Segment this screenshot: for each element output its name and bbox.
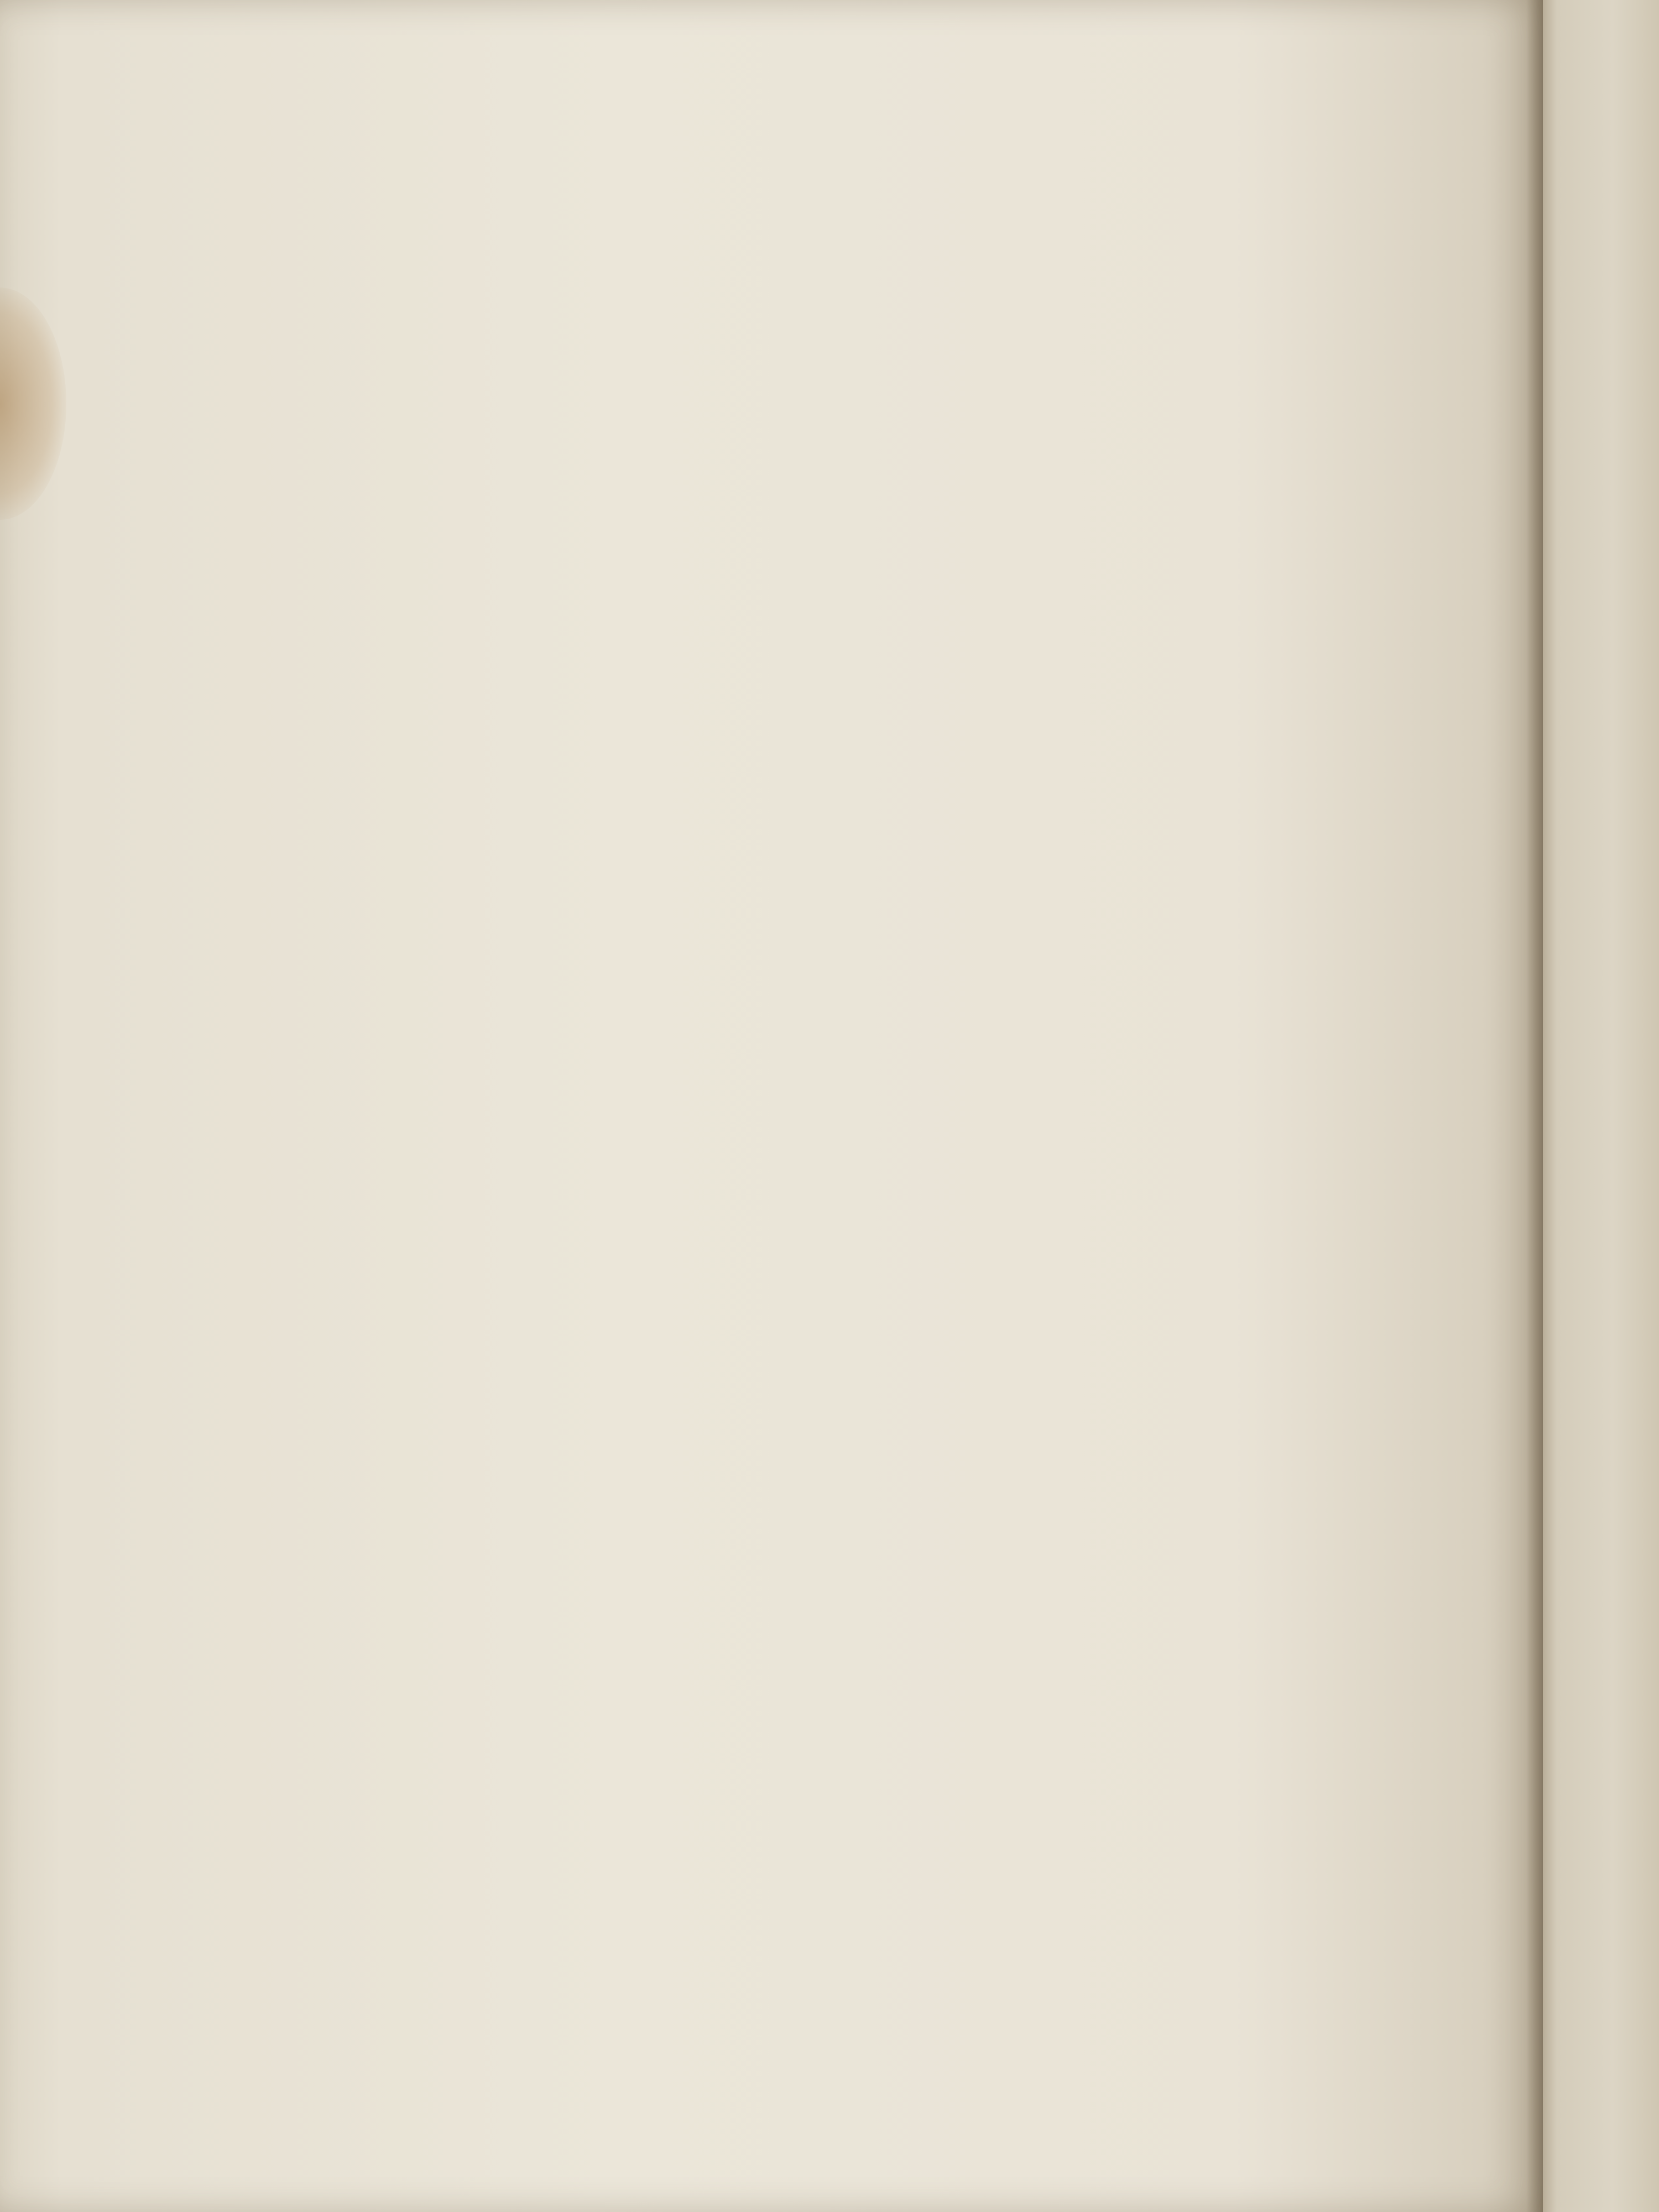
facing-page-edge <box>1543 0 1659 2212</box>
water-stain <box>0 288 66 520</box>
